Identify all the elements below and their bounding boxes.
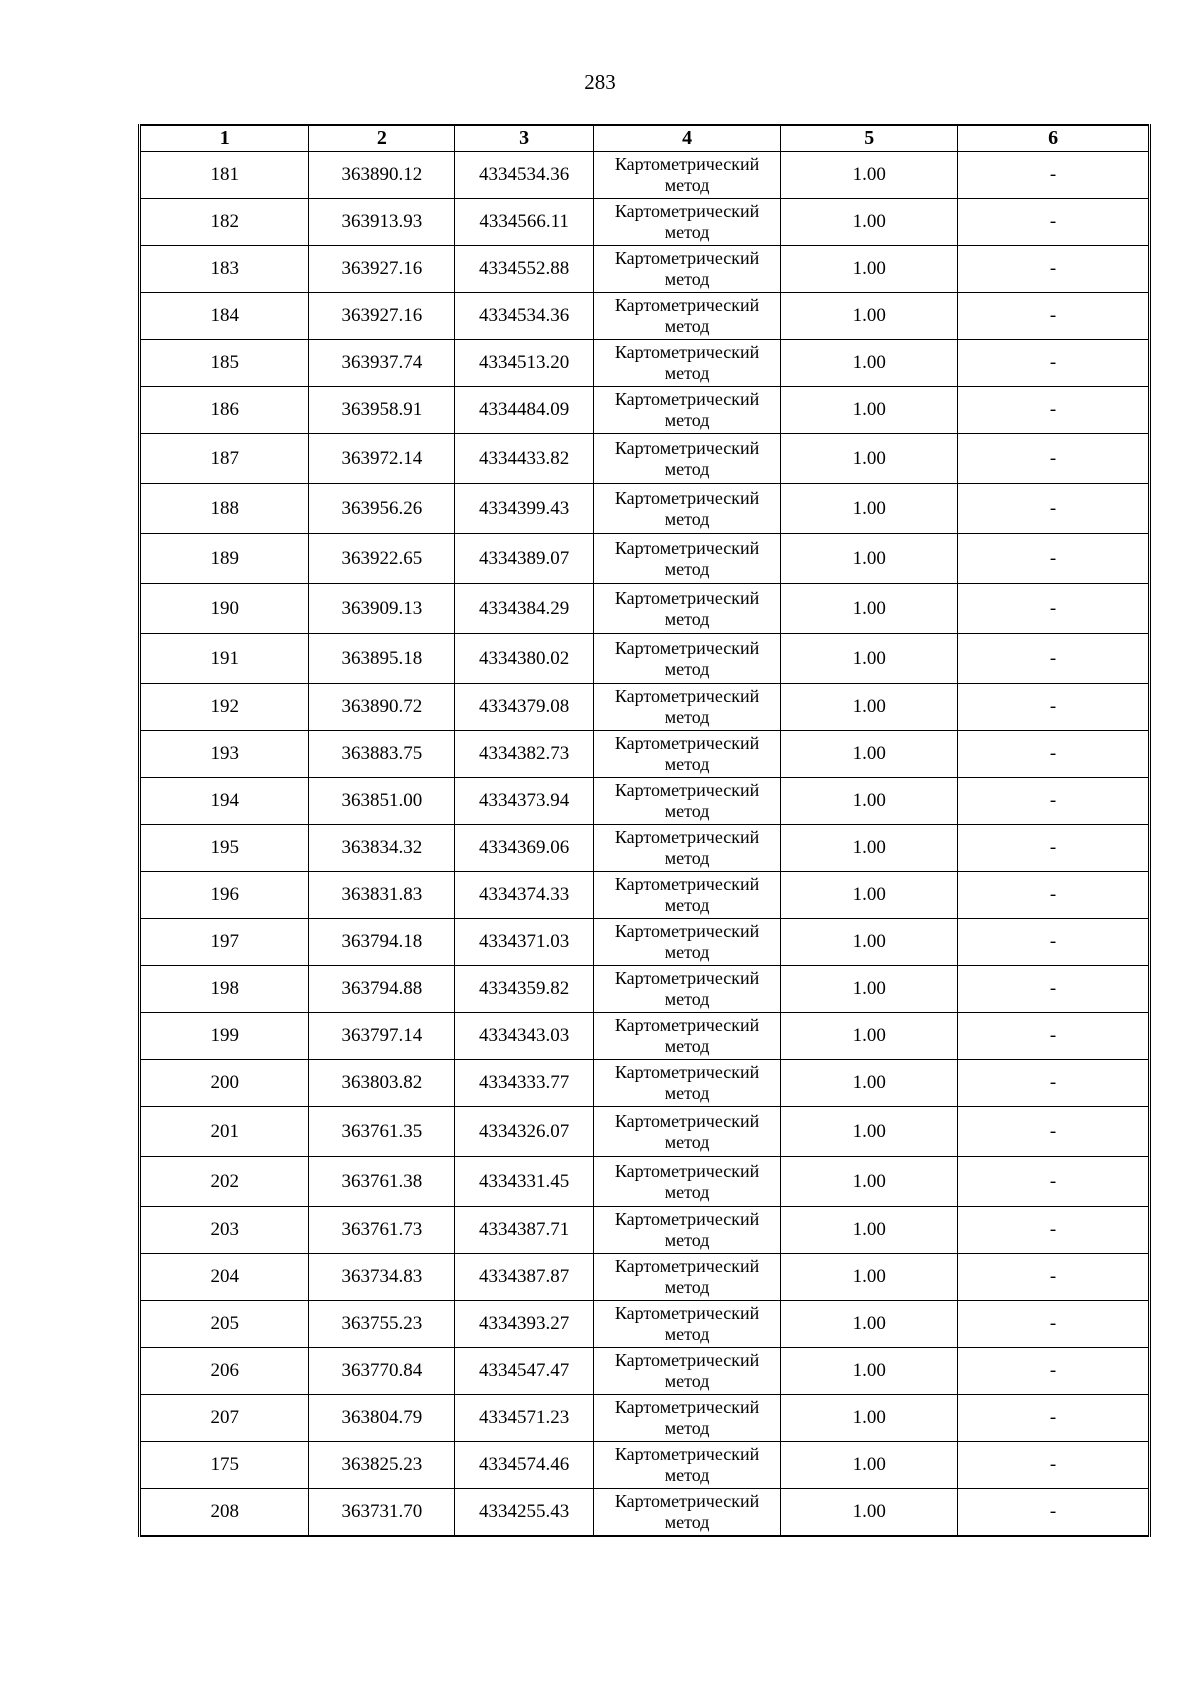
table-body	[140, 152, 1150, 1537]
cell-y-coordinate: 4334393.27	[455, 1301, 594, 1348]
table-row	[140, 1254, 1150, 1301]
cell-x-coordinate: 363794.88	[309, 966, 455, 1013]
table-row	[140, 434, 1150, 484]
header-col-6: 6	[958, 125, 1150, 152]
cell-method	[593, 1301, 781, 1348]
cell-description: -	[958, 1107, 1150, 1157]
table-row	[140, 584, 1150, 634]
cell-x-coordinate: 363770.84	[309, 1348, 455, 1395]
cell-accuracy: 1.00	[781, 1107, 958, 1157]
method-line-1: Картометрический	[614, 1160, 760, 1181]
method-line-2: метод	[664, 175, 710, 195]
table-row	[140, 966, 1150, 1013]
cell-description: -	[958, 340, 1150, 387]
method-line-1: Картометрический	[614, 968, 760, 988]
method-line-2: метод	[664, 363, 710, 383]
cell-method	[593, 778, 781, 825]
cell-accuracy: 1.00	[781, 1207, 958, 1254]
cell-description: -	[958, 1060, 1150, 1107]
cell-method	[593, 434, 781, 484]
cell-x-coordinate: 363794.18	[309, 919, 455, 966]
table-row	[140, 1489, 1150, 1537]
table-row	[140, 1301, 1150, 1348]
method-line-1: Картометрический	[614, 587, 760, 608]
method-line-1: Картометрический	[614, 389, 760, 409]
method-line-2: метод	[664, 608, 710, 629]
cell-y-coordinate: 4334255.43	[455, 1489, 594, 1537]
cell-point-number: 204	[140, 1254, 309, 1301]
table-row	[140, 484, 1150, 534]
cell-description: -	[958, 825, 1150, 872]
cell-x-coordinate: 363831.83	[309, 872, 455, 919]
cell-accuracy: 1.00	[781, 634, 958, 684]
method-line-1: Картометрический	[614, 295, 760, 315]
cell-y-coordinate: 4334552.88	[455, 246, 594, 293]
table-header	[140, 125, 1150, 152]
cell-y-coordinate: 4334333.77	[455, 1060, 594, 1107]
cell-point-number: 207	[140, 1395, 309, 1442]
table-row	[140, 919, 1150, 966]
cell-y-coordinate: 4334343.03	[455, 1013, 594, 1060]
cell-description: -	[958, 1489, 1150, 1537]
cell-accuracy: 1.00	[781, 684, 958, 731]
table-row	[140, 387, 1150, 434]
cell-point-number: 183	[140, 246, 309, 293]
cell-point-number: 192	[140, 684, 309, 731]
header-col-4: 4	[593, 125, 781, 152]
cell-y-coordinate: 4334399.43	[455, 484, 594, 534]
table-row	[140, 1348, 1150, 1395]
cell-point-number: 181	[140, 152, 309, 199]
cell-accuracy: 1.00	[781, 584, 958, 634]
cell-x-coordinate: 363803.82	[309, 1060, 455, 1107]
cell-method	[593, 1060, 781, 1107]
cell-x-coordinate: 363804.79	[309, 1395, 455, 1442]
method-line-1: Картометрический	[614, 1491, 760, 1511]
cell-description: -	[958, 584, 1150, 634]
method-line-1: Картометрический	[614, 487, 760, 508]
method-line-2: метод	[664, 1083, 710, 1103]
cell-method	[593, 919, 781, 966]
method-line-2: метод	[664, 558, 710, 579]
cell-point-number: 197	[140, 919, 309, 966]
method-line-2: метод	[664, 707, 710, 727]
cell-method	[593, 634, 781, 684]
cell-y-coordinate: 4334433.82	[455, 434, 594, 484]
table-row	[140, 731, 1150, 778]
cell-description: -	[958, 1254, 1150, 1301]
table-row	[140, 1013, 1150, 1060]
cell-description: -	[958, 293, 1150, 340]
method-line-1: Картометрический	[614, 637, 760, 658]
cell-y-coordinate: 4334326.07	[455, 1107, 594, 1157]
table-row	[140, 152, 1150, 199]
method-line-1: Картометрический	[614, 1209, 760, 1229]
cell-accuracy: 1.00	[781, 340, 958, 387]
table-row	[140, 1442, 1150, 1489]
cell-accuracy: 1.00	[781, 872, 958, 919]
cell-x-coordinate: 363734.83	[309, 1254, 455, 1301]
table-row	[140, 340, 1150, 387]
method-line-1: Картометрический	[614, 780, 760, 800]
cell-method	[593, 872, 781, 919]
method-line-2: метод	[664, 222, 710, 242]
cell-method	[593, 1107, 781, 1157]
cell-accuracy: 1.00	[781, 1301, 958, 1348]
cell-x-coordinate: 363883.75	[309, 731, 455, 778]
cell-y-coordinate: 4334380.02	[455, 634, 594, 684]
cell-accuracy: 1.00	[781, 1060, 958, 1107]
header-col-5: 5	[781, 125, 958, 152]
method-line-1: Картометрический	[614, 1397, 760, 1417]
cell-point-number: 191	[140, 634, 309, 684]
table-row	[140, 293, 1150, 340]
cell-x-coordinate: 363851.00	[309, 778, 455, 825]
method-line-1: Картометрический	[614, 1303, 760, 1323]
cell-description: -	[958, 1013, 1150, 1060]
cell-description: -	[958, 246, 1150, 293]
cell-point-number: 196	[140, 872, 309, 919]
header-row	[140, 125, 1150, 152]
table-row	[140, 1107, 1150, 1157]
cell-point-number: 199	[140, 1013, 309, 1060]
method-line-1: Картометрический	[614, 201, 760, 221]
method-line-2: метод	[664, 458, 710, 479]
cell-method	[593, 731, 781, 778]
cell-description: -	[958, 534, 1150, 584]
cell-accuracy: 1.00	[781, 1442, 958, 1489]
cell-y-coordinate: 4334387.87	[455, 1254, 594, 1301]
cell-y-coordinate: 4334571.23	[455, 1395, 594, 1442]
cell-point-number: 184	[140, 293, 309, 340]
method-line-1: Картометрический	[614, 921, 760, 941]
cell-y-coordinate: 4334379.08	[455, 684, 594, 731]
method-line-1: Картометрический	[614, 874, 760, 894]
cell-accuracy: 1.00	[781, 966, 958, 1013]
cell-point-number: 201	[140, 1107, 309, 1157]
cell-accuracy: 1.00	[781, 1489, 958, 1537]
cell-description: -	[958, 634, 1150, 684]
table-row	[140, 199, 1150, 246]
method-line-2: метод	[664, 801, 710, 821]
cell-point-number: 202	[140, 1157, 309, 1207]
cell-x-coordinate: 363909.13	[309, 584, 455, 634]
cell-method	[593, 1395, 781, 1442]
cell-y-coordinate: 4334369.06	[455, 825, 594, 872]
method-line-2: метод	[664, 508, 710, 529]
cell-accuracy: 1.00	[781, 1013, 958, 1060]
cell-y-coordinate: 4334484.09	[455, 387, 594, 434]
cell-accuracy: 1.00	[781, 778, 958, 825]
cell-accuracy: 1.00	[781, 1348, 958, 1395]
header-col-2: 2	[309, 125, 455, 152]
method-line-2: метод	[664, 1131, 710, 1152]
method-line-2: метод	[664, 1036, 710, 1056]
cell-accuracy: 1.00	[781, 199, 958, 246]
cell-accuracy: 1.00	[781, 731, 958, 778]
cell-x-coordinate: 363890.12	[309, 152, 455, 199]
cell-point-number: 194	[140, 778, 309, 825]
cell-y-coordinate: 4334389.07	[455, 534, 594, 584]
cell-x-coordinate: 363755.23	[309, 1301, 455, 1348]
method-line-2: метод	[664, 989, 710, 1009]
method-line-1: Картометрический	[614, 1256, 760, 1276]
cell-point-number: 189	[140, 534, 309, 584]
cell-description: -	[958, 1348, 1150, 1395]
cell-y-coordinate: 4334382.73	[455, 731, 594, 778]
cell-accuracy: 1.00	[781, 152, 958, 199]
cell-accuracy: 1.00	[781, 434, 958, 484]
cell-description: -	[958, 1442, 1150, 1489]
cell-description: -	[958, 1395, 1150, 1442]
method-line-2: метод	[664, 754, 710, 774]
coordinates-table	[138, 124, 1151, 1537]
cell-accuracy: 1.00	[781, 387, 958, 434]
cell-x-coordinate: 363937.74	[309, 340, 455, 387]
page-number: 283	[584, 70, 616, 94]
cell-point-number: 175	[140, 1442, 309, 1489]
table-row	[140, 634, 1150, 684]
cell-y-coordinate: 4334534.36	[455, 293, 594, 340]
cell-description: -	[958, 1207, 1150, 1254]
cell-accuracy: 1.00	[781, 484, 958, 534]
method-line-1: Картометрический	[614, 1444, 760, 1464]
method-line-1: Картометрический	[614, 827, 760, 847]
method-line-1: Картометрический	[614, 248, 760, 268]
cell-description: -	[958, 684, 1150, 731]
method-line-2: метод	[664, 269, 710, 289]
cell-x-coordinate: 363958.91	[309, 387, 455, 434]
table-row	[140, 1157, 1150, 1207]
method-line-2: метод	[664, 848, 710, 868]
method-line-2: метод	[664, 895, 710, 915]
cell-y-coordinate: 4334384.29	[455, 584, 594, 634]
cell-method	[593, 1013, 781, 1060]
cell-point-number: 200	[140, 1060, 309, 1107]
cell-method	[593, 199, 781, 246]
table-row	[140, 684, 1150, 731]
cell-y-coordinate: 4334547.47	[455, 1348, 594, 1395]
method-line-2: метод	[664, 316, 710, 336]
method-line-2: метод	[664, 1181, 710, 1202]
cell-x-coordinate: 363972.14	[309, 434, 455, 484]
table-row	[140, 534, 1150, 584]
table-row	[140, 1207, 1150, 1254]
cell-method	[593, 340, 781, 387]
table-row	[140, 872, 1150, 919]
method-line-1: Картометрический	[614, 1062, 760, 1082]
cell-method	[593, 584, 781, 634]
cell-description: -	[958, 484, 1150, 534]
cell-y-coordinate: 4334371.03	[455, 919, 594, 966]
cell-method	[593, 387, 781, 434]
cell-accuracy: 1.00	[781, 919, 958, 966]
cell-method	[593, 246, 781, 293]
method-line-1: Картометрический	[614, 1350, 760, 1370]
cell-description: -	[958, 387, 1150, 434]
method-line-2: метод	[664, 1230, 710, 1250]
cell-description: -	[958, 872, 1150, 919]
cell-description: -	[958, 778, 1150, 825]
cell-y-coordinate: 4334359.82	[455, 966, 594, 1013]
method-line-2: метод	[664, 942, 710, 962]
method-line-1: Картометрический	[614, 154, 760, 174]
table-row	[140, 246, 1150, 293]
cell-x-coordinate: 363761.38	[309, 1157, 455, 1207]
method-line-2: метод	[664, 1418, 710, 1438]
cell-x-coordinate: 363797.14	[309, 1013, 455, 1060]
cell-accuracy: 1.00	[781, 246, 958, 293]
method-line-1: Картометрический	[614, 733, 760, 753]
method-line-1: Картометрический	[614, 342, 760, 362]
cell-y-coordinate: 4334566.11	[455, 199, 594, 246]
cell-description: -	[958, 1157, 1150, 1207]
cell-description: -	[958, 434, 1150, 484]
cell-x-coordinate: 363895.18	[309, 634, 455, 684]
cell-method	[593, 1442, 781, 1489]
cell-description: -	[958, 966, 1150, 1013]
cell-x-coordinate: 363927.16	[309, 246, 455, 293]
cell-y-coordinate: 4334513.20	[455, 340, 594, 387]
method-line-1: Картометрический	[614, 1110, 760, 1131]
cell-description: -	[958, 919, 1150, 966]
method-line-2: метод	[664, 1277, 710, 1297]
cell-y-coordinate: 4334373.94	[455, 778, 594, 825]
cell-y-coordinate: 4334387.71	[455, 1207, 594, 1254]
method-line-2: метод	[664, 1324, 710, 1344]
header-col-3: 3	[455, 125, 594, 152]
cell-accuracy: 1.00	[781, 1395, 958, 1442]
cell-point-number: 187	[140, 434, 309, 484]
method-line-2: метод	[664, 1465, 710, 1485]
cell-y-coordinate: 4334534.36	[455, 152, 594, 199]
table-row	[140, 1060, 1150, 1107]
cell-point-number: 208	[140, 1489, 309, 1537]
cell-description: -	[958, 1301, 1150, 1348]
cell-method	[593, 484, 781, 534]
cell-point-number: 193	[140, 731, 309, 778]
cell-method	[593, 1207, 781, 1254]
cell-method	[593, 1157, 781, 1207]
table-row	[140, 1395, 1150, 1442]
cell-x-coordinate: 363922.65	[309, 534, 455, 584]
cell-method	[593, 966, 781, 1013]
cell-accuracy: 1.00	[781, 1157, 958, 1207]
cell-x-coordinate: 363731.70	[309, 1489, 455, 1537]
cell-x-coordinate: 363761.73	[309, 1207, 455, 1254]
cell-method	[593, 684, 781, 731]
method-line-2: метод	[664, 410, 710, 430]
cell-y-coordinate: 4334574.46	[455, 1442, 594, 1489]
method-line-1: Картометрический	[614, 437, 760, 458]
cell-point-number: 186	[140, 387, 309, 434]
cell-x-coordinate: 363761.35	[309, 1107, 455, 1157]
cell-method	[593, 534, 781, 584]
cell-method	[593, 1348, 781, 1395]
cell-description: -	[958, 731, 1150, 778]
cell-point-number: 195	[140, 825, 309, 872]
method-line-1: Картометрический	[614, 537, 760, 558]
method-line-1: Картометрический	[614, 1015, 760, 1035]
method-line-2: метод	[664, 658, 710, 679]
cell-accuracy: 1.00	[781, 534, 958, 584]
method-line-2: метод	[664, 1371, 710, 1391]
method-line-1: Картометрический	[614, 686, 760, 706]
cell-accuracy: 1.00	[781, 293, 958, 340]
header-col-1: 1	[140, 125, 309, 152]
cell-point-number: 198	[140, 966, 309, 1013]
cell-point-number: 206	[140, 1348, 309, 1395]
table-row	[140, 825, 1150, 872]
cell-point-number: 203	[140, 1207, 309, 1254]
cell-method	[593, 1489, 781, 1537]
cell-point-number: 205	[140, 1301, 309, 1348]
cell-method	[593, 825, 781, 872]
cell-accuracy: 1.00	[781, 825, 958, 872]
cell-x-coordinate: 363956.26	[309, 484, 455, 534]
cell-x-coordinate: 363825.23	[309, 1442, 455, 1489]
cell-method	[593, 293, 781, 340]
cell-x-coordinate: 363834.32	[309, 825, 455, 872]
cell-y-coordinate: 4334331.45	[455, 1157, 594, 1207]
table-row	[140, 778, 1150, 825]
cell-x-coordinate: 363913.93	[309, 199, 455, 246]
cell-point-number: 188	[140, 484, 309, 534]
cell-y-coordinate: 4334374.33	[455, 872, 594, 919]
cell-x-coordinate: 363927.16	[309, 293, 455, 340]
cell-point-number: 182	[140, 199, 309, 246]
method-line-2: метод	[664, 1512, 710, 1532]
cell-description: -	[958, 199, 1150, 246]
cell-description: -	[958, 152, 1150, 199]
cell-method	[593, 1254, 781, 1301]
cell-point-number: 185	[140, 340, 309, 387]
cell-x-coordinate: 363890.72	[309, 684, 455, 731]
cell-accuracy: 1.00	[781, 1254, 958, 1301]
cell-method	[593, 152, 781, 199]
cell-point-number: 190	[140, 584, 309, 634]
